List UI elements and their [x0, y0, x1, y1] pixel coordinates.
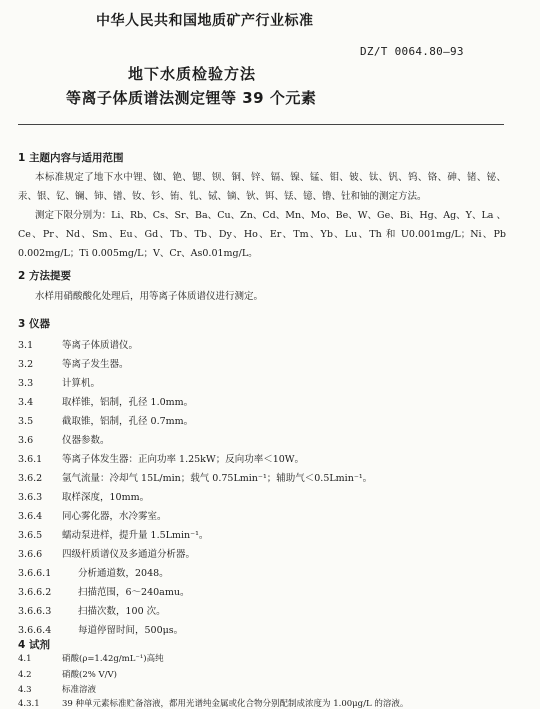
list-item: 3.6.6.4 每道停留时间，500μs。 — [18, 625, 184, 636]
section-1-scope-paragraph: 本标准规定了地下水中锂、铷、铯、锶、钡、铜、锌、镉、镍、锰、钼、铍、钛、钒、钨、铬、砷、锗、铋、汞、银、钇、镧、铈、镨、钕、钐、铕、钆、铽、镝、钬、铒、铥、镱、镥、钍和铀的测定方法。 — [18, 172, 506, 202]
title-divider — [18, 124, 504, 125]
list-item: 3.6.6 四级杆质谱仪及多通道分析器。 — [18, 549, 196, 560]
section-1-heading: 1 主题内容与适用范围 — [18, 152, 124, 164]
list-item: 3.1 等离子体质谱仪。 — [18, 340, 139, 351]
standard-category-header: 中华人民共和国地质矿产行业标准 — [96, 13, 314, 29]
list-item: 3.6.4 同心雾化器，水冷雾室。 — [18, 511, 167, 522]
list-item: 3.2 等离子发生器。 — [18, 359, 129, 370]
list-item: 4.2 硝酸(2% V/V) — [18, 670, 117, 680]
section-4-heading: 4 试剂 — [18, 639, 50, 651]
list-item: 3.6.2 氩气流量：冷却气 15L/min；载气 0.75Lmin⁻¹；辅助气＜0.5Lmin⁻¹。 — [18, 473, 373, 484]
document-title-line-2: 等离子体质谱法测定锂等 39 个元素 — [66, 89, 317, 107]
section-1-detection-limits-paragraph: 测定下限分别为：Li、Rb、Cs、Sr、Ba、Cu、Zn、Cd、Mn、Mo、Be、W、Ge、Bi、Hg、Ag、Y、La 、Ce、Pr、Nd、Sm、Eu、Gd、Tb、Tb、Dy、Ho、Er、Tm、Yb、Lu、Th 和 U0.001mg/L；Ni、Pb 0.002mg/L；Ti 0.005mg/L；V、Cr、As0.01mg/L。 — [18, 210, 506, 259]
list-item: 3.6.6.3 扫描次数，100 次。 — [18, 606, 166, 617]
document-title-line-1: 地下水质检验方法 — [128, 65, 257, 83]
list-item: 3.5 截取锥，铝制，孔径 0.7mm。 — [18, 416, 194, 427]
list-item: 3.6.6.1 分析通道数，2048。 — [18, 568, 169, 579]
section-3-heading: 3 仪器 — [18, 318, 50, 330]
section-2-heading: 2 方法提要 — [18, 270, 71, 282]
standard-code: DZ/T 0064.80—93 — [360, 45, 464, 58]
list-item: 3.6.5 蠕动泵进样，提升量 1.5Lmin⁻¹。 — [18, 530, 209, 541]
section-2-paragraph: 水样用硝酸酸化处理后，用等离子体质谱仪进行测定。 — [35, 291, 264, 302]
list-item: 3.6.3 取样深度，10mm。 — [18, 492, 150, 503]
list-item: 3.4 取样锥，铝制，孔径 1.0mm。 — [18, 397, 194, 408]
list-item: 4.3.1 39 种单元素标准贮备溶液，都用光谱纯金属或化合物分别配制成浓度为 1.00μg/L 的溶液。 — [18, 699, 409, 709]
list-item: 4.3 标准溶液 — [18, 685, 97, 695]
list-item: 3.6 仪器参数。 — [18, 435, 110, 446]
list-item: 3.3 计算机。 — [18, 378, 101, 389]
list-item: 4.1 硝酸(ρ=1.42g/mL⁻¹)高纯 — [18, 654, 164, 664]
list-item: 3.6.6.2 扫描范围，6～240amu。 — [18, 587, 190, 598]
list-item: 3.6.1 等离子体发生器：正向功率 1.25kW；反向功率＜10W。 — [18, 454, 305, 465]
